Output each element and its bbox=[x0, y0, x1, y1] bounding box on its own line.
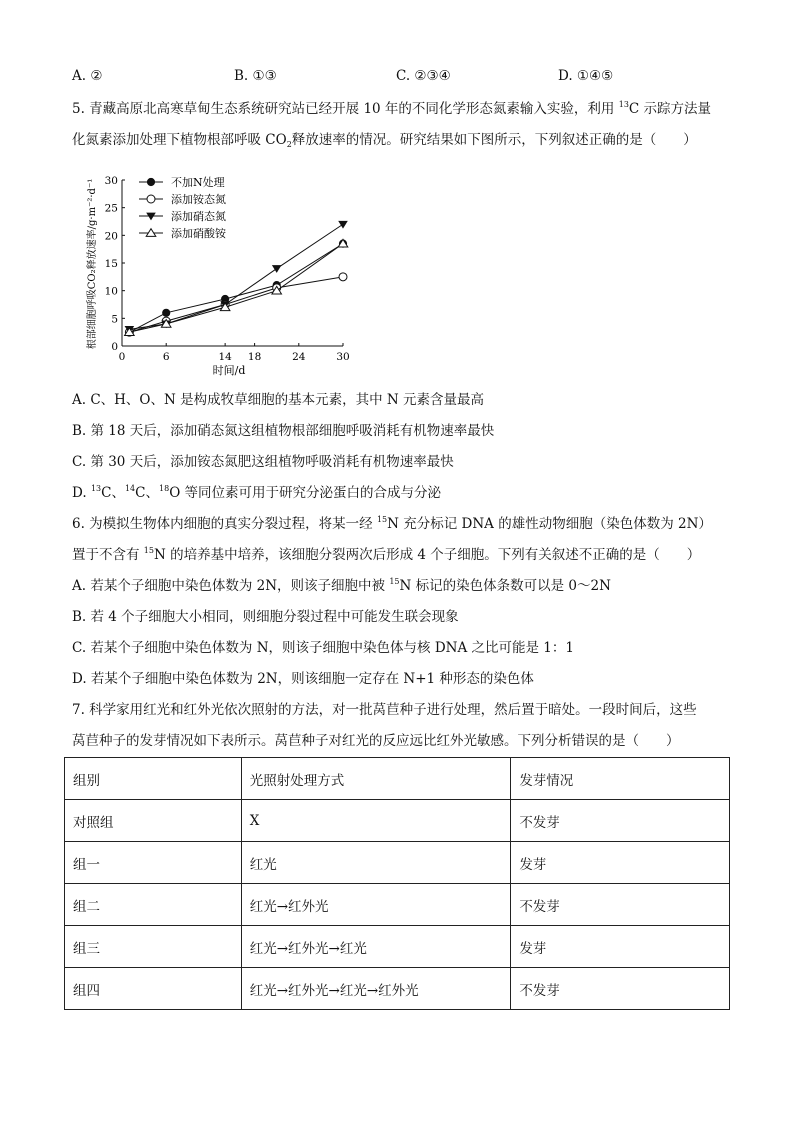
data-point bbox=[338, 221, 348, 229]
q5-line-chart bbox=[85, 160, 355, 378]
series-line bbox=[129, 244, 343, 333]
x-tick-label: 18 bbox=[247, 351, 262, 363]
series-0 bbox=[126, 240, 347, 336]
table-cell: 发芽 bbox=[511, 926, 730, 968]
q5-option-c: C. 第 30 天后，添加铵态氮肥这组植物呼吸消耗有机物速率最快 bbox=[72, 454, 454, 470]
table-cell: 不发芽 bbox=[511, 968, 730, 1010]
y-tick-label: 25 bbox=[104, 202, 118, 215]
data-point bbox=[147, 195, 155, 203]
q4-option-c: C. ②③④ bbox=[396, 68, 451, 84]
q7-table bbox=[64, 757, 730, 1010]
y-tick-label: 20 bbox=[104, 230, 118, 243]
chart-y-axis-label: 根部细胞呼吸CO₂释放速率/g·m⁻²·d⁻¹ bbox=[87, 178, 98, 350]
chart-axes bbox=[105, 175, 350, 363]
q7-stem-line2: 莴苣种子的发芽情况如下表所示。莴苣种子对红光的反应远比红外光敏感。下列分析错误的是（ ） bbox=[72, 733, 680, 749]
data-point bbox=[163, 309, 170, 316]
q5-stem-line2: 化氮素添加处理下植物根部呼吸 $CO_2$释放速率的情况。研究结果如下图所示，下列叙述正确的是（ ） bbox=[72, 132, 697, 149]
legend-label: 不加N处理 bbox=[171, 176, 225, 189]
series-line bbox=[129, 244, 343, 333]
q5-stem-line1: 5. 青藏高原北高寒草甸生态系统研究站已经开展 10 年的不同化学形态氮素输入实验，利用 $^{13}$C 示踪方法量 bbox=[72, 100, 712, 117]
q5-option-d: D. $^{13}$C、$^{14}$C、$^{18}$O 等同位素可用于研究分泌蛋白的合成与分泌 bbox=[72, 484, 442, 501]
legend-label: 添加铵态氮 bbox=[171, 193, 226, 206]
table-header-cell: 发芽情况 bbox=[511, 758, 730, 800]
y-tick-label: 0 bbox=[111, 341, 118, 353]
data-point bbox=[339, 273, 347, 281]
legend-label: 添加硝态氮 bbox=[171, 210, 226, 223]
series-line bbox=[129, 224, 343, 329]
table-header-row bbox=[65, 758, 730, 800]
q6-option-b: B. 若 4 个子细胞大小相同，则细胞分裂过程中可能发生联会现象 bbox=[72, 609, 459, 625]
q4-option-b: B. ①③ bbox=[234, 68, 277, 84]
x-tick-label: 24 bbox=[292, 351, 306, 363]
series-3 bbox=[125, 239, 348, 335]
chart-plot-area bbox=[125, 221, 348, 336]
q4-option-d: D. ①④⑤ bbox=[558, 68, 614, 84]
x-tick-label: 14 bbox=[218, 351, 232, 363]
series-line bbox=[129, 277, 343, 332]
series-1 bbox=[125, 273, 347, 336]
table-row bbox=[65, 842, 730, 884]
q6-stem-line1: 6. 为模拟生物体内细胞的真实分裂过程，将某一经 $^{15}$N 充分标记 DNA 的雄性动物细胞（染色体数为 2N） bbox=[72, 515, 712, 532]
table-cell: X bbox=[241, 800, 511, 842]
q6-option-c: C. 若某个子细胞中染色体数为 N，则该子细胞中染色体与核 DNA 之比可能是 1：1 bbox=[72, 640, 574, 656]
y-tick-label: 10 bbox=[104, 285, 118, 298]
table-cell: 不发芽 bbox=[511, 884, 730, 926]
y-tick-label: 15 bbox=[104, 258, 118, 270]
table-cell: 发芽 bbox=[511, 842, 730, 884]
q6-option-d: D. 若某个子细胞中染色体数为 2N，则该细胞一定存在 N+1 种形态的染色体 bbox=[72, 671, 534, 687]
table-cell: 红光→红外光 bbox=[241, 884, 511, 926]
y-tick-label: 30 bbox=[104, 175, 118, 187]
table-cell: 组一 bbox=[65, 842, 242, 884]
q7-stem-line1: 7. 科学家用红光和红外光依次照射的方法，对一批莴苣种子进行处理，然后置于暗处。一段时间后，这些 bbox=[72, 702, 697, 718]
table-row bbox=[65, 968, 730, 1010]
table-row bbox=[65, 884, 730, 926]
x-tick-label: 30 bbox=[336, 351, 350, 363]
table-cell: 组四 bbox=[65, 968, 242, 1010]
table-header-cell: 组别 bbox=[65, 758, 242, 800]
table-cell: 红光 bbox=[241, 842, 511, 884]
q5-option-b: B. 第 18 天后，添加硝态氮这组植物根部细胞呼吸消耗有机物速率最快 bbox=[72, 423, 495, 439]
legend-label: 添加硝酸铵 bbox=[171, 227, 226, 240]
table-row bbox=[65, 800, 730, 842]
chart-legend bbox=[139, 175, 227, 240]
table-cell: 组三 bbox=[65, 926, 242, 968]
x-tick-label: 6 bbox=[162, 351, 170, 363]
q4-option-a: A. ② bbox=[72, 68, 103, 84]
table-row bbox=[65, 926, 730, 968]
table-header-cell: 光照射处理方式 bbox=[241, 758, 511, 800]
data-point bbox=[147, 178, 154, 185]
table-cell: 对照组 bbox=[65, 800, 242, 842]
x-tick-label: 0 bbox=[118, 351, 126, 363]
q6-stem-line2: 置于不含有 $^{15}$N 的培养基中培养，该细胞分裂两次后形成 4 个子细胞。下列有关叙述不正确的是（ ） bbox=[72, 546, 701, 563]
table-cell: 组二 bbox=[65, 884, 242, 926]
data-point bbox=[272, 265, 282, 273]
q6-option-a: A. 若某个子细胞中染色体数为 2N，则该子细胞中被 $^{15}$N 标记的染色体条数可以是 0～2N bbox=[72, 577, 611, 594]
table-cell: 不发芽 bbox=[511, 800, 730, 842]
table-cell: 红光→红外光→红光 bbox=[241, 926, 511, 968]
chart-x-axis-label: 时间/d bbox=[212, 364, 246, 377]
q5-option-a: A. C、H、O、N 是构成牧草细胞的基本元素，其中 N 元素含量最高 bbox=[72, 392, 484, 408]
table-cell: 红光→红外光→红光→红外光 bbox=[241, 968, 511, 1010]
y-tick-label: 5 bbox=[111, 313, 118, 326]
